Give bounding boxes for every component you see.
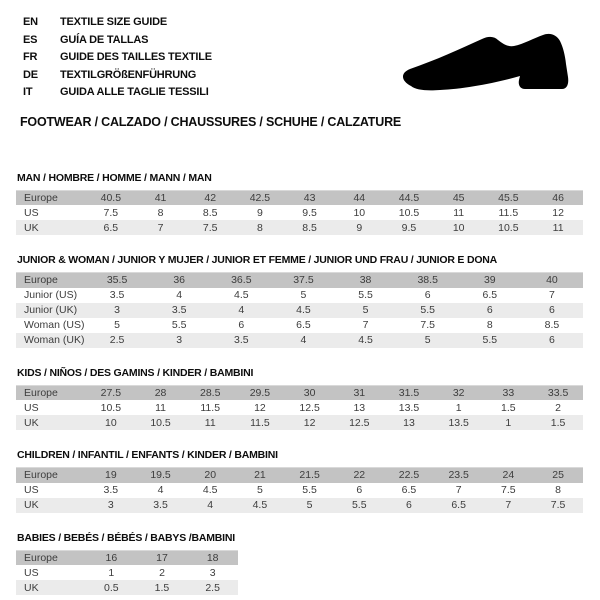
size-cell: 5 xyxy=(256,484,263,496)
size-cell: 44.5 xyxy=(398,191,420,204)
size-cell: 11 xyxy=(552,221,564,234)
size-cell: 3 xyxy=(176,334,183,346)
table-row xyxy=(16,415,583,430)
size-cell: 8.5 xyxy=(302,221,317,234)
size-cell: 8 xyxy=(157,206,164,219)
language-label: TEXTILE SIZE GUIDE xyxy=(60,16,168,28)
size-cell: 5.5 xyxy=(171,319,187,331)
table-row xyxy=(16,205,583,220)
size-cell: 10 xyxy=(452,221,465,234)
size-table-man xyxy=(16,190,583,236)
size-cell: 46 xyxy=(552,191,564,204)
size-cell: 7 xyxy=(455,484,462,496)
size-cell: 1.5 xyxy=(550,416,566,429)
language-label: GUÍA DE TALLAS xyxy=(60,33,149,46)
size-cell: 12 xyxy=(552,206,564,219)
table-row xyxy=(16,303,583,318)
category-heading: FOOTWEAR / CALZADO / CHAUSSURES / SCHUHE / CALZATURE xyxy=(20,114,402,129)
language-code: IT xyxy=(23,86,33,98)
table-row xyxy=(16,550,238,565)
section-children xyxy=(16,449,583,513)
size-cell: 36.5 xyxy=(231,274,252,287)
section-title-kids: KIDS / NIÑOS / DES GAMINS / KINDER / BAMBINI xyxy=(17,366,254,379)
size-cell: 3 xyxy=(107,499,114,511)
size-cell: 41 xyxy=(154,191,167,204)
row-label: US xyxy=(24,206,39,219)
size-cell: 9.5 xyxy=(302,206,317,219)
size-cell: 19 xyxy=(105,469,117,482)
row-label: UK xyxy=(24,499,39,511)
size-cell: 5.5 xyxy=(358,289,373,301)
section-title-children: CHILDREN / INFANTIL / ENFANTS / KINDER / BAMBINI xyxy=(17,449,278,461)
size-cell: 5 xyxy=(114,319,120,331)
size-cell: 12.5 xyxy=(299,401,320,414)
row-label: Europe xyxy=(24,469,58,482)
size-cell: 27.5 xyxy=(100,386,122,399)
section-title-babies: BABIES / BEBÉS / BÉBÉS / BABYS /BAMBINI xyxy=(17,531,235,544)
table-row xyxy=(16,288,583,303)
size-cell: 2.5 xyxy=(205,581,220,594)
size-cell: 6 xyxy=(238,319,245,331)
size-cell: 16 xyxy=(105,551,118,564)
size-cell: 1 xyxy=(108,566,115,579)
language-label: TEXTILGRÖßENFÜHRUNG xyxy=(60,68,197,81)
size-cell: 5 xyxy=(362,304,369,316)
size-cell: 7 xyxy=(362,319,369,331)
size-cell: 28.5 xyxy=(200,386,221,399)
row-label: UK xyxy=(24,221,39,234)
table-row xyxy=(16,580,238,595)
size-cell: 1 xyxy=(455,401,462,414)
size-cell: 2 xyxy=(159,566,165,579)
size-cell: 19.5 xyxy=(150,469,171,482)
size-cell: 10.5 xyxy=(398,206,420,219)
size-cell: 11.5 xyxy=(498,206,519,219)
size-cell: 5.5 xyxy=(351,499,367,511)
size-cell: 7 xyxy=(549,289,555,301)
size-cell: 45.5 xyxy=(498,191,519,204)
section-junior-woman xyxy=(16,254,583,348)
size-cell: 4.5 xyxy=(234,289,249,301)
size-table-babies xyxy=(16,550,238,596)
row-label: UK xyxy=(24,581,39,594)
table-row xyxy=(16,318,583,333)
size-cell: 7.5 xyxy=(420,319,435,331)
size-cell: 9 xyxy=(256,206,263,219)
size-cell: 4.5 xyxy=(296,304,311,316)
table-row xyxy=(16,273,583,288)
size-cell: 33.5 xyxy=(547,386,569,399)
size-cell: 21.5 xyxy=(299,469,320,482)
size-cell: 38 xyxy=(359,274,372,287)
size-cell: 8 xyxy=(555,484,562,496)
size-cell: 10.5 xyxy=(100,401,122,414)
table-row xyxy=(16,483,583,498)
size-cell: 4 xyxy=(176,289,183,301)
language-code: FR xyxy=(23,51,38,63)
size-cell: 10.5 xyxy=(150,416,171,429)
size-cell: 35.5 xyxy=(106,274,128,287)
section-babies xyxy=(16,532,583,596)
section-title-junior-woman: JUNIOR & WOMAN / JUNIOR Y MUJER / JUNIOR ET FEMME / JUNIOR UND FRAU / JUNIOR E DONA xyxy=(17,254,498,266)
size-cell: 8.5 xyxy=(544,319,560,331)
size-cell: 7 xyxy=(505,499,512,511)
row-label: Europe xyxy=(24,386,58,399)
size-table-junior-woman xyxy=(16,272,583,348)
size-cell: 42.5 xyxy=(249,191,271,204)
size-cell: 6 xyxy=(549,304,555,316)
size-cell: 6 xyxy=(424,289,431,301)
size-cell: 6 xyxy=(549,334,555,346)
language-code: EN xyxy=(23,16,38,28)
size-cell: 8 xyxy=(486,319,493,331)
size-cell: 6.5 xyxy=(451,499,466,511)
size-cell: 7 xyxy=(157,221,164,234)
size-cell: 40.5 xyxy=(100,191,122,204)
size-cell: 3.5 xyxy=(153,499,168,511)
size-cell: 43 xyxy=(303,191,316,204)
size-cell: 38.5 xyxy=(417,274,438,287)
size-cell: 5.5 xyxy=(420,304,435,316)
size-cell: 2 xyxy=(555,401,562,414)
size-cell: 2.5 xyxy=(109,334,125,346)
size-table-children xyxy=(16,467,583,513)
size-cell: 9.5 xyxy=(401,221,417,234)
size-cell: 24 xyxy=(502,469,515,482)
size-cell: 9 xyxy=(356,221,363,234)
language-label: GUIDE DES TAILLES TEXTILE xyxy=(60,51,212,63)
size-cell: 28 xyxy=(154,386,167,399)
size-cell: 1.5 xyxy=(501,401,516,414)
size-cell: 39 xyxy=(483,274,496,287)
size-cell: 12.5 xyxy=(349,416,370,429)
size-cell: 10 xyxy=(105,416,117,429)
size-cell: 11 xyxy=(155,401,166,414)
size-cell: 6.5 xyxy=(103,221,119,234)
table-row xyxy=(16,468,583,483)
size-cell: 4.5 xyxy=(358,334,373,346)
size-cell: 30 xyxy=(303,386,316,399)
row-label: US xyxy=(24,566,39,579)
shoe-icon xyxy=(398,20,578,105)
size-cell: 44 xyxy=(353,191,366,204)
table-row xyxy=(16,565,238,580)
row-label: Europe xyxy=(24,551,58,564)
section-title-man: MAN / HOMBRE / HOMME / MANN / MAN xyxy=(17,171,212,184)
size-cell: 3 xyxy=(114,304,120,316)
size-cell: 6 xyxy=(406,499,412,511)
size-cell: 20 xyxy=(204,469,217,482)
table-row xyxy=(16,498,583,513)
language-label: GUIDA ALLE TAGLIE TESSILI xyxy=(60,86,209,98)
size-cell: 11 xyxy=(453,206,465,219)
size-cell: 5 xyxy=(300,289,307,301)
size-cell: 7.5 xyxy=(103,206,119,219)
size-cell: 11.5 xyxy=(200,401,221,414)
section-kids xyxy=(16,367,583,431)
size-cell: 13.5 xyxy=(448,416,469,429)
row-label: Junior (UK) xyxy=(24,304,78,316)
table-row xyxy=(16,400,583,415)
size-cell: 4.5 xyxy=(202,484,218,496)
size-cell: 40 xyxy=(546,274,558,287)
size-cell: 45 xyxy=(452,191,465,204)
language-code: ES xyxy=(23,33,38,46)
size-cell: 3.5 xyxy=(234,334,249,346)
row-label: UK xyxy=(24,416,39,429)
size-cell: 31 xyxy=(353,386,366,399)
size-cell: 42 xyxy=(204,191,217,204)
size-cell: 4 xyxy=(238,304,245,316)
size-cell: 32 xyxy=(452,386,465,399)
size-cell: 0.5 xyxy=(104,581,119,594)
table-row xyxy=(16,190,583,205)
table-row xyxy=(16,385,583,400)
row-label: US xyxy=(24,484,39,496)
row-label: Woman (UK) xyxy=(24,334,85,346)
size-cell: 22.5 xyxy=(398,469,420,482)
size-cell: 4 xyxy=(157,484,164,496)
row-label: Europe xyxy=(24,191,58,204)
row-label: Junior (US) xyxy=(24,289,78,301)
size-cell: 10.5 xyxy=(498,221,519,234)
size-cell: 8.5 xyxy=(202,206,218,219)
row-label: US xyxy=(24,401,39,414)
size-cell: 13 xyxy=(403,416,415,429)
size-cell: 29.5 xyxy=(249,386,271,399)
size-cell: 11.5 xyxy=(250,416,270,429)
size-cell: 4 xyxy=(207,499,214,511)
size-cell: 3 xyxy=(209,566,216,579)
size-cell: 6 xyxy=(356,484,363,496)
table-row xyxy=(16,220,583,235)
table-row xyxy=(16,333,583,348)
size-cell: 21 xyxy=(254,469,266,482)
size-cell: 1.5 xyxy=(154,581,170,594)
size-cell: 13 xyxy=(353,401,366,414)
size-cell: 5.5 xyxy=(302,484,317,496)
row-label: Europe xyxy=(24,274,58,287)
size-cell: 10 xyxy=(353,206,366,219)
size-cell: 1 xyxy=(505,416,512,429)
size-cell: 17 xyxy=(156,551,168,564)
size-cell: 13.5 xyxy=(398,401,420,414)
size-cell: 31.5 xyxy=(398,386,420,399)
size-cell: 23.5 xyxy=(448,469,469,482)
size-cell: 3.5 xyxy=(103,484,119,496)
size-cell: 7.5 xyxy=(550,499,566,511)
size-cell: 36 xyxy=(173,274,186,287)
size-cell: 4 xyxy=(300,334,307,346)
size-cell: 25 xyxy=(552,469,564,482)
section-man xyxy=(16,172,583,236)
size-cell: 3.5 xyxy=(171,304,187,316)
row-label: Woman (US) xyxy=(24,319,85,331)
size-table-kids xyxy=(16,385,583,431)
size-cell: 3.5 xyxy=(109,289,125,301)
size-cell: 6 xyxy=(486,304,493,316)
size-cell: 22 xyxy=(353,469,366,482)
size-cell: 7.5 xyxy=(501,484,516,496)
size-tables xyxy=(16,130,583,596)
size-cell: 5.5 xyxy=(482,334,498,346)
size-cell: 6.5 xyxy=(296,319,311,331)
size-cell: 5 xyxy=(424,334,431,346)
language-code: DE xyxy=(23,68,38,81)
size-cell: 8 xyxy=(256,221,263,234)
size-cell: 11 xyxy=(204,416,216,429)
size-cell: 33 xyxy=(502,386,515,399)
size-cell: 4.5 xyxy=(252,499,268,511)
size-cell: 37.5 xyxy=(293,274,314,287)
size-cell: 6.5 xyxy=(482,289,498,301)
size-cell: 12 xyxy=(303,416,316,429)
size-cell: 18 xyxy=(206,551,219,564)
size-cell: 5 xyxy=(306,499,313,511)
size-cell: 12 xyxy=(254,401,266,414)
size-cell: 7.5 xyxy=(202,221,218,234)
size-cell: 6.5 xyxy=(401,484,417,496)
